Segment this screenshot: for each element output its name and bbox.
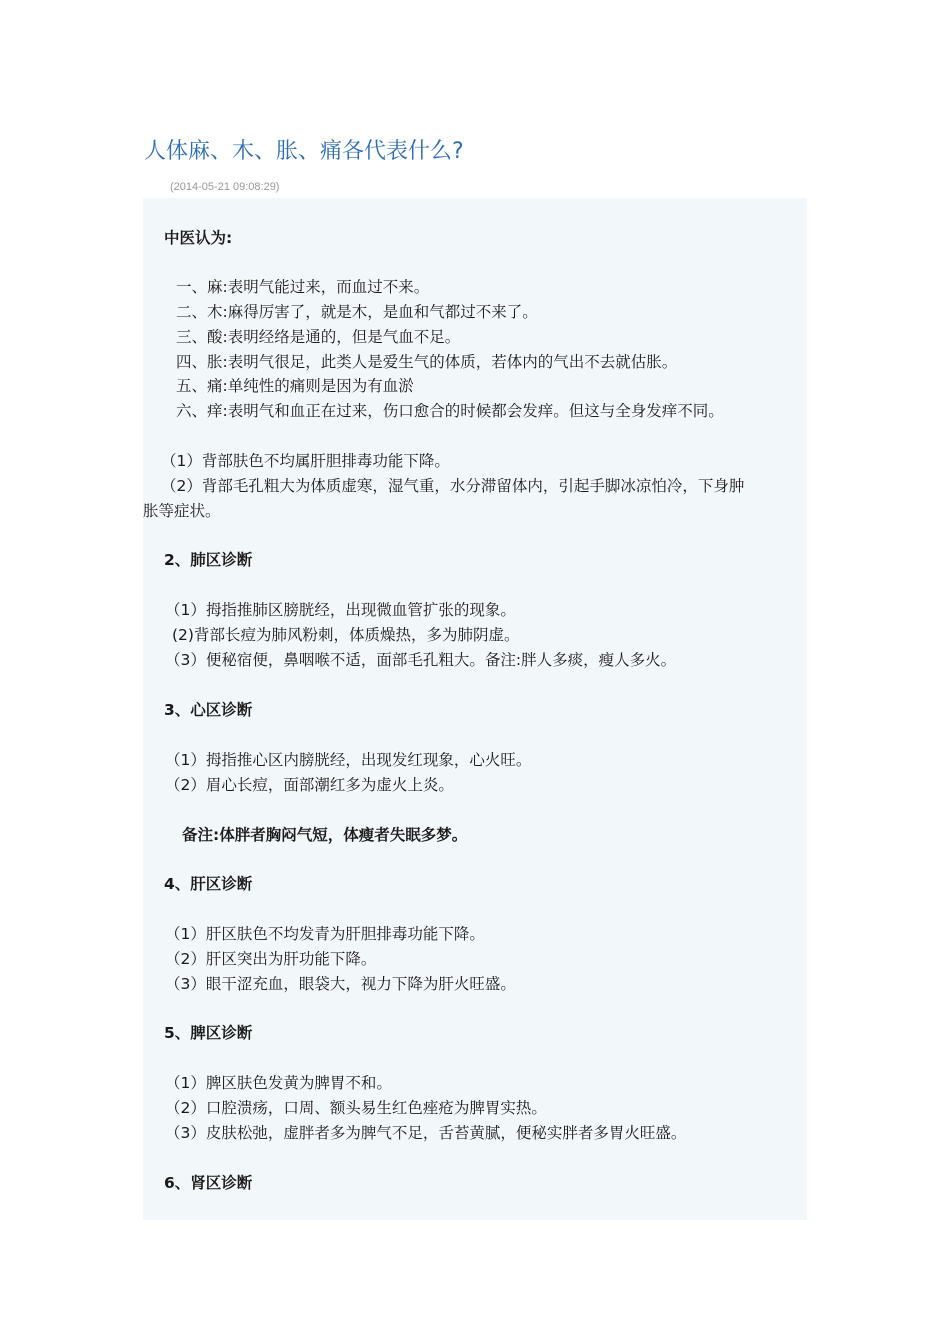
liver-heading: 4、肝区诊断 — [164, 875, 253, 893]
spleen-item: （1）脾区肤色发黄为脾胃不和。 — [165, 1074, 392, 1092]
symptom-item: 五、痛:单纯性的痛则是因为有血淤 — [176, 377, 414, 395]
kidney-heading: 6、肾区诊断 — [164, 1174, 253, 1192]
back-item: （1）背部肤色不均属肝胆排毒功能下降。 — [161, 452, 450, 470]
liver-item: （1）肝区肤色不均发青为肝胆排毒功能下降。 — [165, 925, 485, 943]
lung-item: （3）便秘宿便，鼻咽喉不适，面部毛孔粗大。备注:胖人多痰，瘦人多火。 — [165, 651, 677, 669]
symptom-item: 一、麻:表明气能过来，而血过不来。 — [176, 278, 430, 296]
heart-heading: 3、心区诊断 — [164, 701, 253, 719]
intro-heading: 中医认为: — [164, 229, 233, 247]
spleen-heading: 5、脾区诊断 — [164, 1024, 253, 1042]
heart-item: （2）眉心长痘，面部潮红多为虚火上炎。 — [165, 776, 454, 794]
symptom-item: 六、痒:表明气和血正在过来，伤口愈合的时候都会发痒。但这与全身发痒不同。 — [176, 402, 724, 420]
article-title: 人体麻、木、胀、痛各代表什么? — [144, 139, 464, 164]
lung-heading: 2、肺区诊断 — [164, 551, 253, 569]
symptom-item: 三、酸:表明经络是通的，但是气血不足。 — [176, 328, 461, 346]
lung-item: （1）拇指推肺区膀胱经，出现微血管扩张的现象。 — [165, 601, 516, 619]
liver-item: （3）眼干涩充血，眼袋大，视力下降为肝火旺盛。 — [165, 975, 516, 993]
heart-item: （1）拇指推心区内膀胱经，出现发红现象，心火旺。 — [165, 751, 532, 769]
spleen-item: （3）皮肤松弛，虚胖者多为脾气不足，舌苔黄腻，便秘实胖者多胃火旺盛。 — [165, 1124, 687, 1142]
heart-note: 备注:体胖者胸闷气短，体瘦者失眠多梦。 — [182, 826, 468, 844]
symptom-item: 四、胀:表明气很足，此类人是爱生气的体质，若体内的气出不去就估胀。 — [176, 353, 678, 371]
spleen-item: （2）口腔溃疡，口周、额头易生红色痤疮为脾胃实热。 — [165, 1099, 547, 1117]
liver-item: （2）肝区突出为肝功能下降。 — [165, 950, 377, 968]
lung-item: (2)背部长痘为肺风粉刺，体质燥热，多为肺阴虚。 — [172, 626, 520, 644]
back-item-continuation: 胀等症状。 — [143, 502, 221, 520]
post-timestamp: (2014-05-21 09:08:29) — [170, 181, 280, 193]
article-body — [143, 198, 807, 1220]
symptom-item: 二、木:麻得厉害了，就是木，是血和气都过不来了。 — [176, 303, 538, 321]
back-item: （2）背部毛孔粗大为体质虚寒，湿气重，水分滞留体内，引起手脚冰凉怕冷，下身肿 — [161, 477, 745, 495]
